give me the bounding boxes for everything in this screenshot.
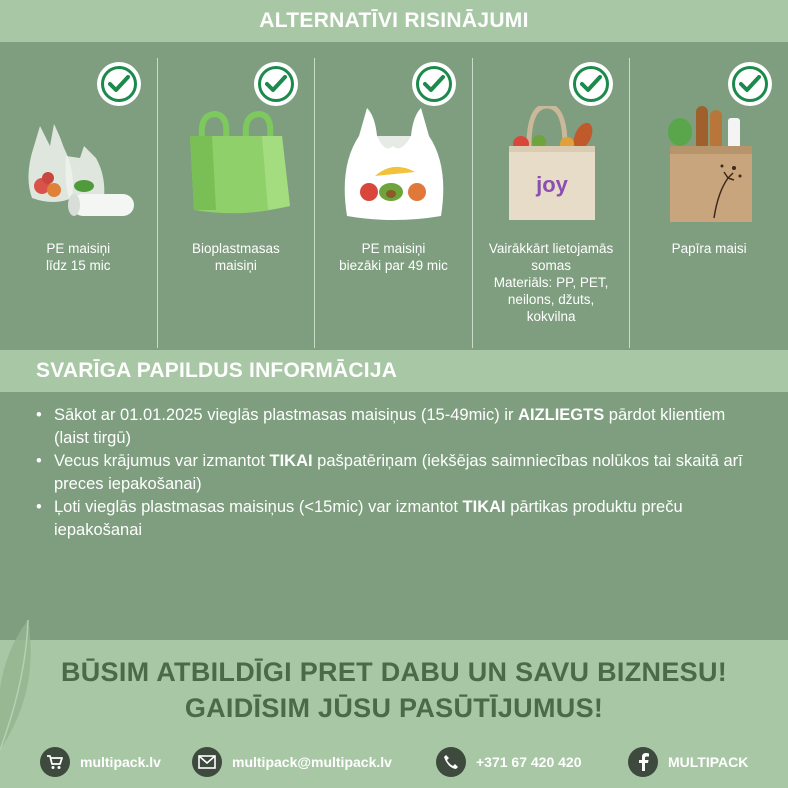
facebook-icon <box>628 747 658 777</box>
contacts-bar <box>0 744 788 780</box>
info-item: • Sākot ar 01.01.2025 vieglās plastmasas maisiņus (15-49mic) ir AIZLIEGTS pārdot klientiem (laist tirgū) <box>34 404 764 450</box>
bag-joy-text: joy <box>535 172 568 197</box>
check-icon <box>97 62 141 106</box>
alternative-thick-pe-bag <box>315 58 473 348</box>
facebook-link[interactable]: MULTIPACK <box>628 744 748 780</box>
alternative-label: PE maisiņi līdz 15 mic <box>46 241 111 273</box>
alternative-label: Bioplastmasas maisiņi <box>191 241 280 273</box>
check-icon <box>412 62 456 106</box>
info-title: SVARĪGA PAPILDUS INFORMĀCIJA <box>0 350 788 392</box>
alternative-reusable-bags <box>473 58 631 348</box>
check-icon <box>569 62 613 106</box>
alternatives-title: ALTERNATĪVI RISINĀJUMI <box>0 0 788 42</box>
info-list <box>34 404 764 542</box>
info-item: • Ļoti vieglās plastmasas maisiņus (<15mic) var izmantot TIKAI pārtikas produktu preču iepakošanai <box>34 496 764 542</box>
alternative-bioplastic-bags <box>158 58 316 348</box>
alternative-label: PE maisiņi biezāki par 49 mic <box>339 241 448 273</box>
email-link[interactable]: multipack@multipack.lv <box>192 744 392 780</box>
green-bioplastic-bag-image <box>172 106 302 226</box>
thin-pe-bags-image <box>14 106 144 226</box>
slogan-line-1: BŪSIM ATBILDĪGI PRET DABU UN SAVU BIZNESU! <box>60 657 728 687</box>
alternative-label: Papīra maisi <box>671 241 747 256</box>
alternatives-row <box>0 58 788 348</box>
info-item: • Vecus krājumus var izmantot TIKAI pašpatēriņam (iekšējas saimniecības nolūkos tai skaitā arī preces iepakošanai) <box>34 450 764 496</box>
envelope-icon <box>192 747 222 777</box>
slogan-line-2: GAIDĪSIM JŪSU PASŪTĪJUMUS! <box>184 693 604 723</box>
cart-icon <box>40 747 70 777</box>
check-icon <box>728 62 772 106</box>
alternative-paper-bags <box>630 58 788 348</box>
phone-icon <box>436 747 466 777</box>
check-icon <box>254 62 298 106</box>
white-pe-bag-image <box>329 106 459 226</box>
slogan <box>0 654 788 726</box>
phone-link[interactable]: +371 67 420 420 <box>436 744 582 780</box>
paper-bag-image <box>644 106 774 226</box>
alternative-label: Vairākkārt lietojamās somas Materiāls: PP, PET, neilons, džuts, kokvilna <box>488 241 614 324</box>
jute-tote-bag-image <box>487 106 617 226</box>
website-link[interactable]: multipack.lv <box>40 744 161 780</box>
alternative-thin-pe-bags <box>0 58 158 348</box>
